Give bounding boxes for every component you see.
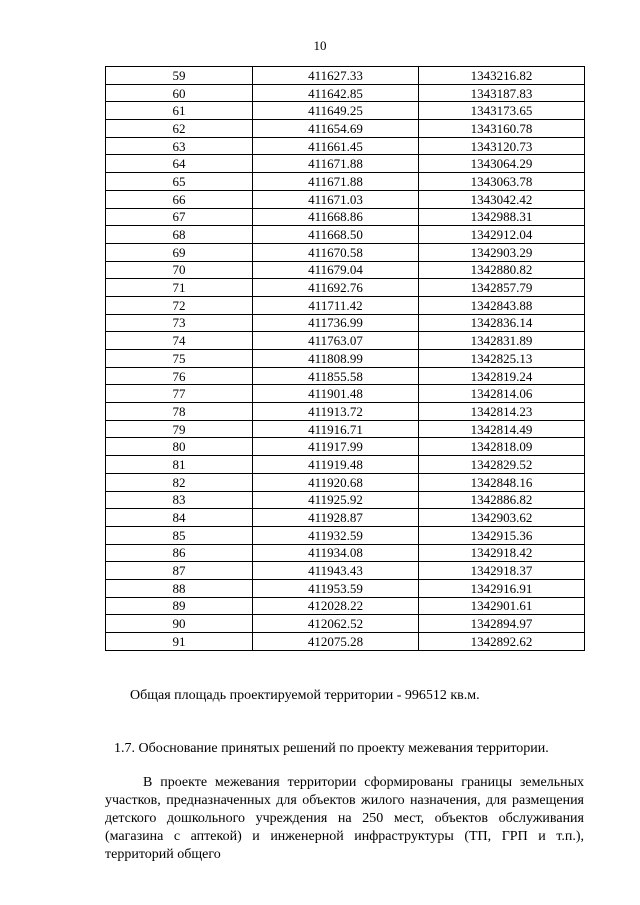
table-row bbox=[106, 633, 585, 651]
x-coordinate-cell: 411953.59 bbox=[253, 579, 419, 597]
x-coordinate-cell: 411649.25 bbox=[253, 102, 419, 120]
table-row bbox=[106, 579, 585, 597]
point-number-cell: 78 bbox=[106, 403, 253, 421]
x-coordinate-cell: 411692.76 bbox=[253, 279, 419, 297]
table-row bbox=[106, 102, 585, 120]
y-coordinate-cell: 1342836.14 bbox=[419, 314, 585, 332]
point-number-cell: 61 bbox=[106, 102, 253, 120]
point-number-cell: 75 bbox=[106, 350, 253, 368]
point-number-cell: 89 bbox=[106, 597, 253, 615]
y-coordinate-cell: 1342886.82 bbox=[419, 491, 585, 509]
point-number-cell: 87 bbox=[106, 562, 253, 580]
table-row bbox=[106, 155, 585, 173]
x-coordinate-cell: 411670.58 bbox=[253, 243, 419, 261]
point-number-cell: 71 bbox=[106, 279, 253, 297]
point-number-cell: 85 bbox=[106, 526, 253, 544]
x-coordinate-cell: 411928.87 bbox=[253, 509, 419, 527]
point-number-cell: 60 bbox=[106, 84, 253, 102]
y-coordinate-cell: 1342829.52 bbox=[419, 456, 585, 474]
point-number-cell: 83 bbox=[106, 491, 253, 509]
table-row bbox=[106, 137, 585, 155]
table-row bbox=[106, 420, 585, 438]
point-number-cell: 84 bbox=[106, 509, 253, 527]
y-coordinate-cell: 1343064.29 bbox=[419, 155, 585, 173]
x-coordinate-cell: 411642.85 bbox=[253, 84, 419, 102]
point-number-cell: 59 bbox=[106, 67, 253, 85]
y-coordinate-cell: 1342903.29 bbox=[419, 243, 585, 261]
point-number-cell: 68 bbox=[106, 226, 253, 244]
table-row bbox=[106, 350, 585, 368]
y-coordinate-cell: 1343120.73 bbox=[419, 137, 585, 155]
point-number-cell: 79 bbox=[106, 420, 253, 438]
table-row bbox=[106, 438, 585, 456]
y-coordinate-cell: 1342915.36 bbox=[419, 526, 585, 544]
table-row bbox=[106, 208, 585, 226]
y-coordinate-cell: 1342892.62 bbox=[419, 633, 585, 651]
x-coordinate-cell: 411916.71 bbox=[253, 420, 419, 438]
point-number-cell: 80 bbox=[106, 438, 253, 456]
table-row bbox=[106, 544, 585, 562]
y-coordinate-cell: 1342912.04 bbox=[419, 226, 585, 244]
table-row bbox=[106, 473, 585, 491]
x-coordinate-cell: 411679.04 bbox=[253, 261, 419, 279]
table-row bbox=[106, 173, 585, 191]
y-coordinate-cell: 1342814.23 bbox=[419, 403, 585, 421]
body-paragraph: В проекте межевания территории сформированы границы земельных участков, предназначенных для объектов жилого назначения, для размещения детского дошкольного учреждения на 250 мест, объектов обслуживания (магазина с аптекой) и инженерной инфраструктуры (ТП, ГРП и т.п.), территорий общего bbox=[105, 775, 584, 862]
section-heading: 1.7. Обоснование принятых решений по проекту межевания территории. bbox=[114, 741, 549, 756]
point-number-cell: 90 bbox=[106, 615, 253, 633]
point-number-cell: 64 bbox=[106, 155, 253, 173]
point-number-cell: 81 bbox=[106, 456, 253, 474]
coordinates-table bbox=[105, 66, 585, 651]
table-row bbox=[106, 332, 585, 350]
table-row bbox=[106, 84, 585, 102]
table-row bbox=[106, 314, 585, 332]
point-number-cell: 69 bbox=[106, 243, 253, 261]
x-coordinate-cell: 411654.69 bbox=[253, 120, 419, 138]
table-row bbox=[106, 385, 585, 403]
table-row bbox=[106, 367, 585, 385]
y-coordinate-cell: 1342818.09 bbox=[419, 438, 585, 456]
y-coordinate-cell: 1342814.06 bbox=[419, 385, 585, 403]
table-row bbox=[106, 261, 585, 279]
y-coordinate-cell: 1342988.31 bbox=[419, 208, 585, 226]
x-coordinate-cell: 411913.72 bbox=[253, 403, 419, 421]
x-coordinate-cell: 411920.68 bbox=[253, 473, 419, 491]
x-coordinate-cell: 412028.22 bbox=[253, 597, 419, 615]
table-row bbox=[106, 120, 585, 138]
x-coordinate-cell: 411901.48 bbox=[253, 385, 419, 403]
point-number-cell: 70 bbox=[106, 261, 253, 279]
x-coordinate-cell: 411736.99 bbox=[253, 314, 419, 332]
y-coordinate-cell: 1342901.61 bbox=[419, 597, 585, 615]
y-coordinate-cell: 1342857.79 bbox=[419, 279, 585, 297]
point-number-cell: 62 bbox=[106, 120, 253, 138]
point-number-cell: 63 bbox=[106, 137, 253, 155]
x-coordinate-cell: 411925.92 bbox=[253, 491, 419, 509]
x-coordinate-cell: 411763.07 bbox=[253, 332, 419, 350]
y-coordinate-cell: 1343173.65 bbox=[419, 102, 585, 120]
point-number-cell: 82 bbox=[106, 473, 253, 491]
x-coordinate-cell: 411932.59 bbox=[253, 526, 419, 544]
point-number-cell: 74 bbox=[106, 332, 253, 350]
table-row bbox=[106, 562, 585, 580]
x-coordinate-cell: 411855.58 bbox=[253, 367, 419, 385]
y-coordinate-cell: 1343187.83 bbox=[419, 84, 585, 102]
x-coordinate-cell: 411661.45 bbox=[253, 137, 419, 155]
x-coordinate-cell: 411934.08 bbox=[253, 544, 419, 562]
y-coordinate-cell: 1343042.42 bbox=[419, 190, 585, 208]
y-coordinate-cell: 1343160.78 bbox=[419, 120, 585, 138]
point-number-cell: 77 bbox=[106, 385, 253, 403]
y-coordinate-cell: 1342819.24 bbox=[419, 367, 585, 385]
coordinates-table-body bbox=[106, 67, 585, 651]
table-row bbox=[106, 615, 585, 633]
total-area-text: Общая площадь проектируемой территории - 996512 кв.м. bbox=[130, 688, 480, 703]
table-row bbox=[106, 243, 585, 261]
x-coordinate-cell: 411919.48 bbox=[253, 456, 419, 474]
x-coordinate-cell: 411668.86 bbox=[253, 208, 419, 226]
point-number-cell: 86 bbox=[106, 544, 253, 562]
y-coordinate-cell: 1342918.37 bbox=[419, 562, 585, 580]
x-coordinate-cell: 411668.50 bbox=[253, 226, 419, 244]
table-row bbox=[106, 509, 585, 527]
x-coordinate-cell: 411671.03 bbox=[253, 190, 419, 208]
x-coordinate-cell: 411808.99 bbox=[253, 350, 419, 368]
x-coordinate-cell: 411627.33 bbox=[253, 67, 419, 85]
point-number-cell: 65 bbox=[106, 173, 253, 191]
table-row bbox=[106, 67, 585, 85]
y-coordinate-cell: 1342843.88 bbox=[419, 296, 585, 314]
y-coordinate-cell: 1342916.91 bbox=[419, 579, 585, 597]
y-coordinate-cell: 1342814.49 bbox=[419, 420, 585, 438]
y-coordinate-cell: 1343063.78 bbox=[419, 173, 585, 191]
x-coordinate-cell: 411711.42 bbox=[253, 296, 419, 314]
y-coordinate-cell: 1342880.82 bbox=[419, 261, 585, 279]
x-coordinate-cell: 411671.88 bbox=[253, 155, 419, 173]
point-number-cell: 76 bbox=[106, 367, 253, 385]
table-row bbox=[106, 190, 585, 208]
table-row bbox=[106, 456, 585, 474]
table-row bbox=[106, 296, 585, 314]
table-row bbox=[106, 526, 585, 544]
x-coordinate-cell: 412062.52 bbox=[253, 615, 419, 633]
table-row bbox=[106, 279, 585, 297]
x-coordinate-cell: 411917.99 bbox=[253, 438, 419, 456]
point-number-cell: 91 bbox=[106, 633, 253, 651]
y-coordinate-cell: 1342831.89 bbox=[419, 332, 585, 350]
table-row bbox=[106, 491, 585, 509]
y-coordinate-cell: 1342848.16 bbox=[419, 473, 585, 491]
point-number-cell: 73 bbox=[106, 314, 253, 332]
x-coordinate-cell: 411943.43 bbox=[253, 562, 419, 580]
y-coordinate-cell: 1342918.42 bbox=[419, 544, 585, 562]
y-coordinate-cell: 1342903.62 bbox=[419, 509, 585, 527]
point-number-cell: 72 bbox=[106, 296, 253, 314]
y-coordinate-cell: 1342825.13 bbox=[419, 350, 585, 368]
point-number-cell: 66 bbox=[106, 190, 253, 208]
table-row bbox=[106, 403, 585, 421]
point-number-cell: 67 bbox=[106, 208, 253, 226]
y-coordinate-cell: 1342894.97 bbox=[419, 615, 585, 633]
table-row bbox=[106, 597, 585, 615]
y-coordinate-cell: 1343216.82 bbox=[419, 67, 585, 85]
x-coordinate-cell: 412075.28 bbox=[253, 633, 419, 651]
page-number: 10 bbox=[313, 38, 327, 53]
x-coordinate-cell: 411671.88 bbox=[253, 173, 419, 191]
table-row bbox=[106, 226, 585, 244]
point-number-cell: 88 bbox=[106, 579, 253, 597]
